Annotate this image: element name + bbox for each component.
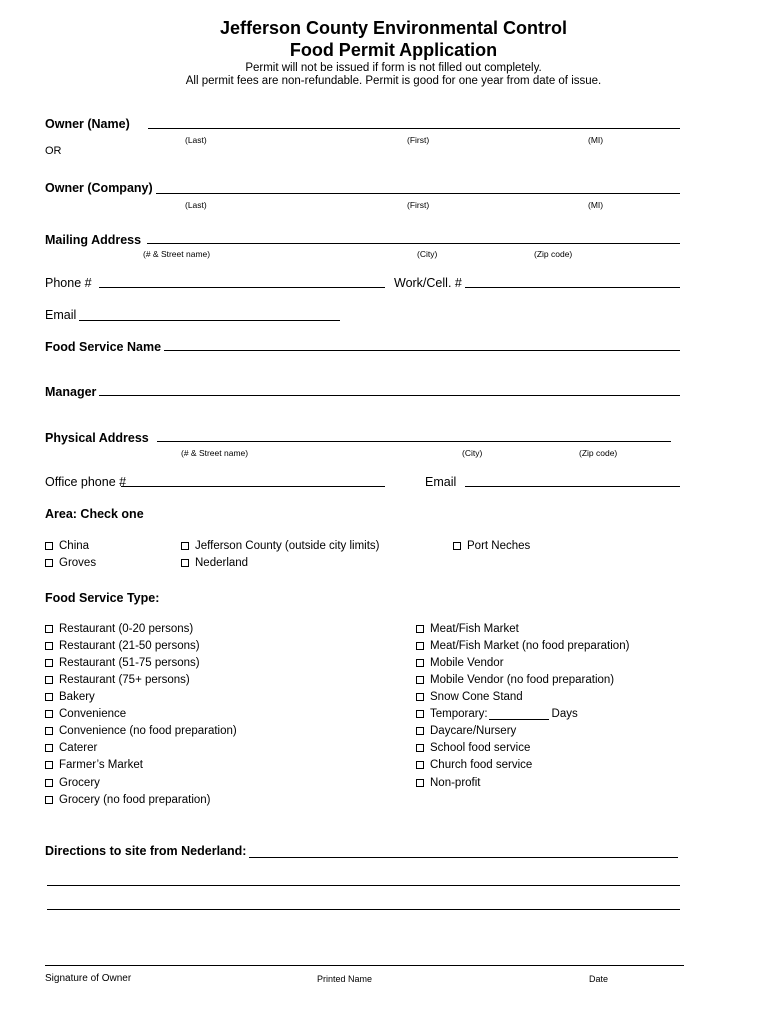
- checkbox-icon[interactable]: [45, 796, 53, 804]
- food-type-right-9[interactable]: Non-profit: [416, 777, 481, 789]
- checkbox-icon[interactable]: [416, 625, 424, 633]
- food-type-left-5[interactable]: Convenience: [45, 708, 126, 720]
- checkbox-icon[interactable]: [453, 542, 461, 550]
- area-option-china[interactable]: China: [45, 540, 89, 552]
- checkbox-icon[interactable]: [416, 676, 424, 684]
- checkbox-icon[interactable]: [416, 727, 424, 735]
- food-type-right-5[interactable]: Temporary: Days: [416, 708, 578, 720]
- email-field[interactable]: [79, 320, 340, 321]
- checkbox-icon[interactable]: [416, 779, 424, 787]
- physical-hint-street: (# & Street name): [181, 448, 249, 458]
- owner-company-label: Owner (Company): [45, 181, 153, 195]
- owner-name-hint-last: (Last): [185, 135, 207, 145]
- checkbox-icon[interactable]: [45, 710, 53, 718]
- area-option-groves[interactable]: Groves: [45, 557, 96, 569]
- signature-line[interactable]: [45, 965, 684, 966]
- mailing-address-field[interactable]: [147, 243, 680, 244]
- owner-name-label: Owner (Name): [45, 117, 130, 131]
- work-cell-label: Work/Cell. #: [394, 276, 462, 290]
- form-title: Jefferson County Environmental Control: [219, 18, 568, 38]
- food-type-right-8[interactable]: Church food service: [416, 759, 532, 771]
- email-label: Email: [45, 308, 77, 322]
- business-email-label: Email: [425, 475, 457, 489]
- food-type-right-1[interactable]: Meat/Fish Market (no food preparation): [416, 640, 629, 652]
- checkbox-icon[interactable]: [45, 727, 53, 735]
- directions-field-1[interactable]: [249, 857, 678, 858]
- checkbox-icon[interactable]: [45, 693, 53, 701]
- owner-name-hint-mi: (MI): [588, 135, 604, 145]
- business-email-field[interactable]: [465, 486, 680, 487]
- form-note-2: All permit fees are non-refundable. Permit is good for one year from date of issue.: [185, 75, 602, 87]
- date-label: Date: [589, 974, 609, 984]
- manager-field[interactable]: [99, 395, 680, 396]
- food-type-left-10[interactable]: Grocery (no food preparation): [45, 794, 211, 806]
- checkbox-icon[interactable]: [45, 625, 53, 633]
- food-type-right-0[interactable]: Meat/Fish Market: [416, 623, 519, 635]
- checkbox-icon[interactable]: [45, 744, 53, 752]
- phone-label: Phone #: [45, 276, 92, 290]
- checkbox-icon[interactable]: [45, 559, 53, 567]
- food-service-name-field[interactable]: [164, 350, 680, 351]
- checkbox-icon[interactable]: [45, 642, 53, 650]
- signature-owner-label: Signature of Owner: [45, 973, 132, 984]
- food-type-left-4[interactable]: Bakery: [45, 691, 95, 703]
- food-type-left-8[interactable]: Farmer’s Market: [45, 759, 143, 771]
- physical-hint-city: (City): [462, 448, 483, 458]
- mailing-hint-street: (# & Street name): [143, 249, 211, 259]
- checkbox-icon[interactable]: [45, 761, 53, 769]
- checkbox-icon[interactable]: [181, 542, 189, 550]
- owner-name-hint-first: (First): [407, 135, 430, 145]
- checkbox-icon[interactable]: [45, 676, 53, 684]
- directions-field-2[interactable]: [47, 885, 680, 886]
- food-type-heading: Food Service Type:: [45, 591, 160, 605]
- area-option-nederland[interactable]: Nederland: [181, 557, 248, 569]
- checkbox-icon[interactable]: [416, 642, 424, 650]
- food-type-right-4[interactable]: Snow Cone Stand: [416, 691, 523, 703]
- food-type-left-0[interactable]: Restaurant (0-20 persons): [45, 623, 193, 635]
- or-label: OR: [45, 145, 62, 157]
- food-service-name-label: Food Service Name: [45, 340, 162, 354]
- food-type-left-3[interactable]: Restaurant (75+ persons): [45, 674, 190, 686]
- food-type-right-3[interactable]: Mobile Vendor (no food preparation): [416, 674, 614, 686]
- directions-field-3[interactable]: [47, 909, 680, 910]
- food-type-right-6[interactable]: Daycare/Nursery: [416, 725, 516, 737]
- printed-name-label: Printed Name: [317, 974, 373, 984]
- area-option-jefferson-county[interactable]: Jefferson County (outside city limits): [181, 540, 380, 552]
- owner-name-field[interactable]: [148, 128, 680, 129]
- checkbox-icon[interactable]: [416, 761, 424, 769]
- work-cell-field[interactable]: [465, 287, 680, 288]
- form-subtitle: Food Permit Application: [289, 40, 498, 60]
- checkbox-icon[interactable]: [416, 710, 424, 718]
- area-option-port-neches[interactable]: Port Neches: [453, 540, 530, 552]
- area-heading: Area: Check one: [45, 507, 144, 521]
- temporary-days-field[interactable]: [489, 708, 549, 720]
- office-phone-label: Office phone #: [45, 475, 127, 489]
- food-type-right-2[interactable]: Mobile Vendor: [416, 657, 504, 669]
- days-label: Days: [551, 708, 578, 720]
- checkbox-icon[interactable]: [45, 779, 53, 787]
- mailing-address-label: Mailing Address: [45, 233, 142, 247]
- physical-hint-zip: (Zip code): [579, 448, 618, 458]
- mailing-hint-zip: (Zip code): [534, 249, 573, 259]
- owner-company-field[interactable]: [156, 193, 680, 194]
- owner-company-hint-first: (First): [407, 200, 430, 210]
- owner-company-hint-mi: (MI): [588, 200, 604, 210]
- checkbox-icon[interactable]: [45, 659, 53, 667]
- food-type-left-9[interactable]: Grocery: [45, 777, 100, 789]
- checkbox-icon[interactable]: [45, 542, 53, 550]
- food-type-left-6[interactable]: Convenience (no food preparation): [45, 725, 237, 737]
- manager-label: Manager: [45, 385, 97, 399]
- phone-field[interactable]: [99, 287, 385, 288]
- owner-company-hint-last: (Last): [185, 200, 207, 210]
- food-type-right-7[interactable]: School food service: [416, 742, 530, 754]
- checkbox-icon[interactable]: [416, 744, 424, 752]
- physical-address-label: Physical Address: [45, 431, 149, 445]
- food-type-left-2[interactable]: Restaurant (51-75 persons): [45, 657, 200, 669]
- checkbox-icon[interactable]: [416, 693, 424, 701]
- directions-label: Directions to site from Nederland:: [45, 844, 247, 858]
- mailing-hint-city: (City): [417, 249, 438, 259]
- physical-address-field[interactable]: [157, 441, 671, 442]
- food-type-left-1[interactable]: Restaurant (21-50 persons): [45, 640, 200, 652]
- food-type-left-7[interactable]: Caterer: [45, 742, 97, 754]
- checkbox-icon[interactable]: [181, 559, 189, 567]
- office-phone-field[interactable]: [121, 486, 385, 487]
- checkbox-icon[interactable]: [416, 659, 424, 667]
- form-note-1: Permit will not be issued if form is not filled out completely.: [245, 62, 542, 74]
